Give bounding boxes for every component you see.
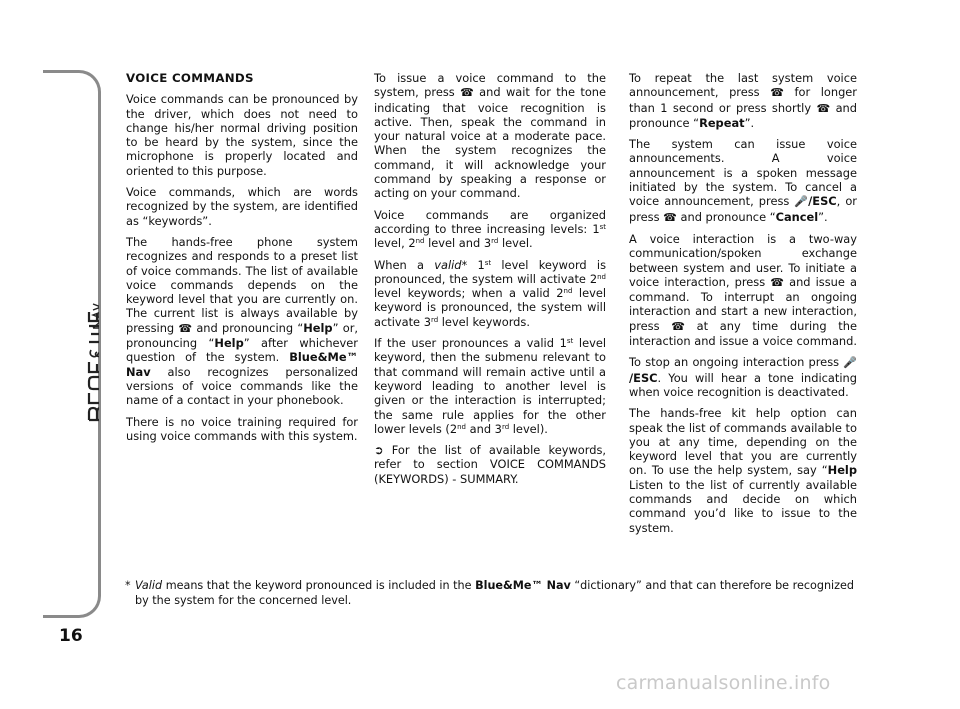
text-column-2 — [374, 71, 606, 493]
phone-button-icon: ☎ — [178, 321, 193, 335]
footnote: * Valid means that the keyword pronounced is included in the Blue&Me™ Nav “dictionary” and that can therefore be recognized by the system for the concerned level. — [125, 579, 855, 607]
paragraph: If the user pronounces a valid 1st level keyword, then the submenu relevant to that command will remain active until a keyword leading to another level is given or the interaction is interrupted; the same rule applies for the other lower levels (2nd and 3rd level). — [374, 336, 607, 436]
paragraph: Voice commands can be pronounced by the driver, which does not need to change his/her normal driving position to be heard by the system, since the microphone is properly located and oriented to this purpose. — [126, 92, 358, 178]
phone-button-icon: ☎ — [671, 319, 685, 333]
text-column-1 — [126, 71, 358, 450]
arrow-icon: ➲ — [374, 443, 384, 458]
phone-button-icon: ☎ — [770, 86, 784, 100]
paragraph: Voice commands are organized according to three increasing levels: 1st level, 2nd level and 3rd level. — [374, 207, 606, 251]
paragraph: There is no voice training required for using voice commands with this system. — [126, 414, 358, 443]
phone-button-icon: ☎ — [816, 101, 831, 115]
phone-button-icon: ☎ — [460, 86, 474, 100]
phone-button-icon: ☎ — [663, 210, 677, 224]
watermark: carmanualsonline.info — [616, 672, 831, 694]
mute-button-icon: 🎤 — [794, 195, 809, 209]
mute-button-icon: 🎤 — [843, 356, 857, 370]
paragraph: To stop an ongoing interaction press 🎤/ESC. You will hear a tone indicating when voice recognition is deactivated. — [629, 355, 857, 399]
paragraph: A voice interaction is a two-way communication/spoken exchange between system and user. To initiate a voice interaction, press ☎ and issue a command. To interrupt an ongoing interaction and start a new interaction, press ☎ at any time during the interaction and issue a voice command. — [629, 231, 858, 349]
paragraph: The hands-free phone system recognizes and responds to a preset list of voice commands. The list of available voice commands depends on the keyword level that you are currently on. The current list is always available by pressing ☎ and pronouncing “Help” or, pronouncing “Help” after whichever question of the system. Blue&Me™ Nav also recognizes personalized versions of voice commands like the name of a contact in your phonebook. — [126, 234, 358, 408]
paragraph: To issue a voice command to the system, press ☎ and wait for the tone indicating that voice recognition is active. Then, speak the command in your natural voice at a moderate pace. When the system recognizes the command, it will acknowledge your command by speaking a response or acting on your command. — [374, 71, 607, 201]
footnote-asterisk: * — [125, 579, 131, 592]
phone-button-icon: ☎ — [770, 275, 784, 289]
blue-and-me-nav-logo — [53, 272, 99, 422]
paragraph: The hands-free kit help option can speak the list of commands available to you at any time, depending on the keyword level that you are currently on. To use the help system, say “Help Listen to the list of currently available commands and decide on which command you’d like to issue to the system. — [629, 406, 857, 535]
paragraph: ➲ For the list of available keywords, refer to section VOICE COMMANDS (KEYWORDS) - SUMMARY. — [374, 443, 606, 486]
paragraph: When a valid* 1st level keyword is pronounced, the system will activate 2nd level keywords; when a valid 2nd level keyword is pronounced, the system will activate 3rd level keywords. — [374, 257, 607, 329]
text-column-3 — [629, 71, 857, 542]
paragraph: Voice commands, which are words recognized by the system, are identified as “keywords”. — [126, 185, 358, 228]
page-number: 16 — [59, 626, 83, 646]
section-heading: VOICE COMMANDS — [126, 71, 254, 85]
paragraph: To repeat the last system voice announcement, press ☎ for longer than 1 second or press shortly ☎ and pronounce “Repeat”. — [629, 71, 857, 130]
paragraph: The system can issue voice announcements. A voice announcement is a spoken message initiated by the system. To cancel a voice announcement, press 🎤/ESC, or press ☎ and pronounce “Cancel”. — [629, 137, 857, 224]
